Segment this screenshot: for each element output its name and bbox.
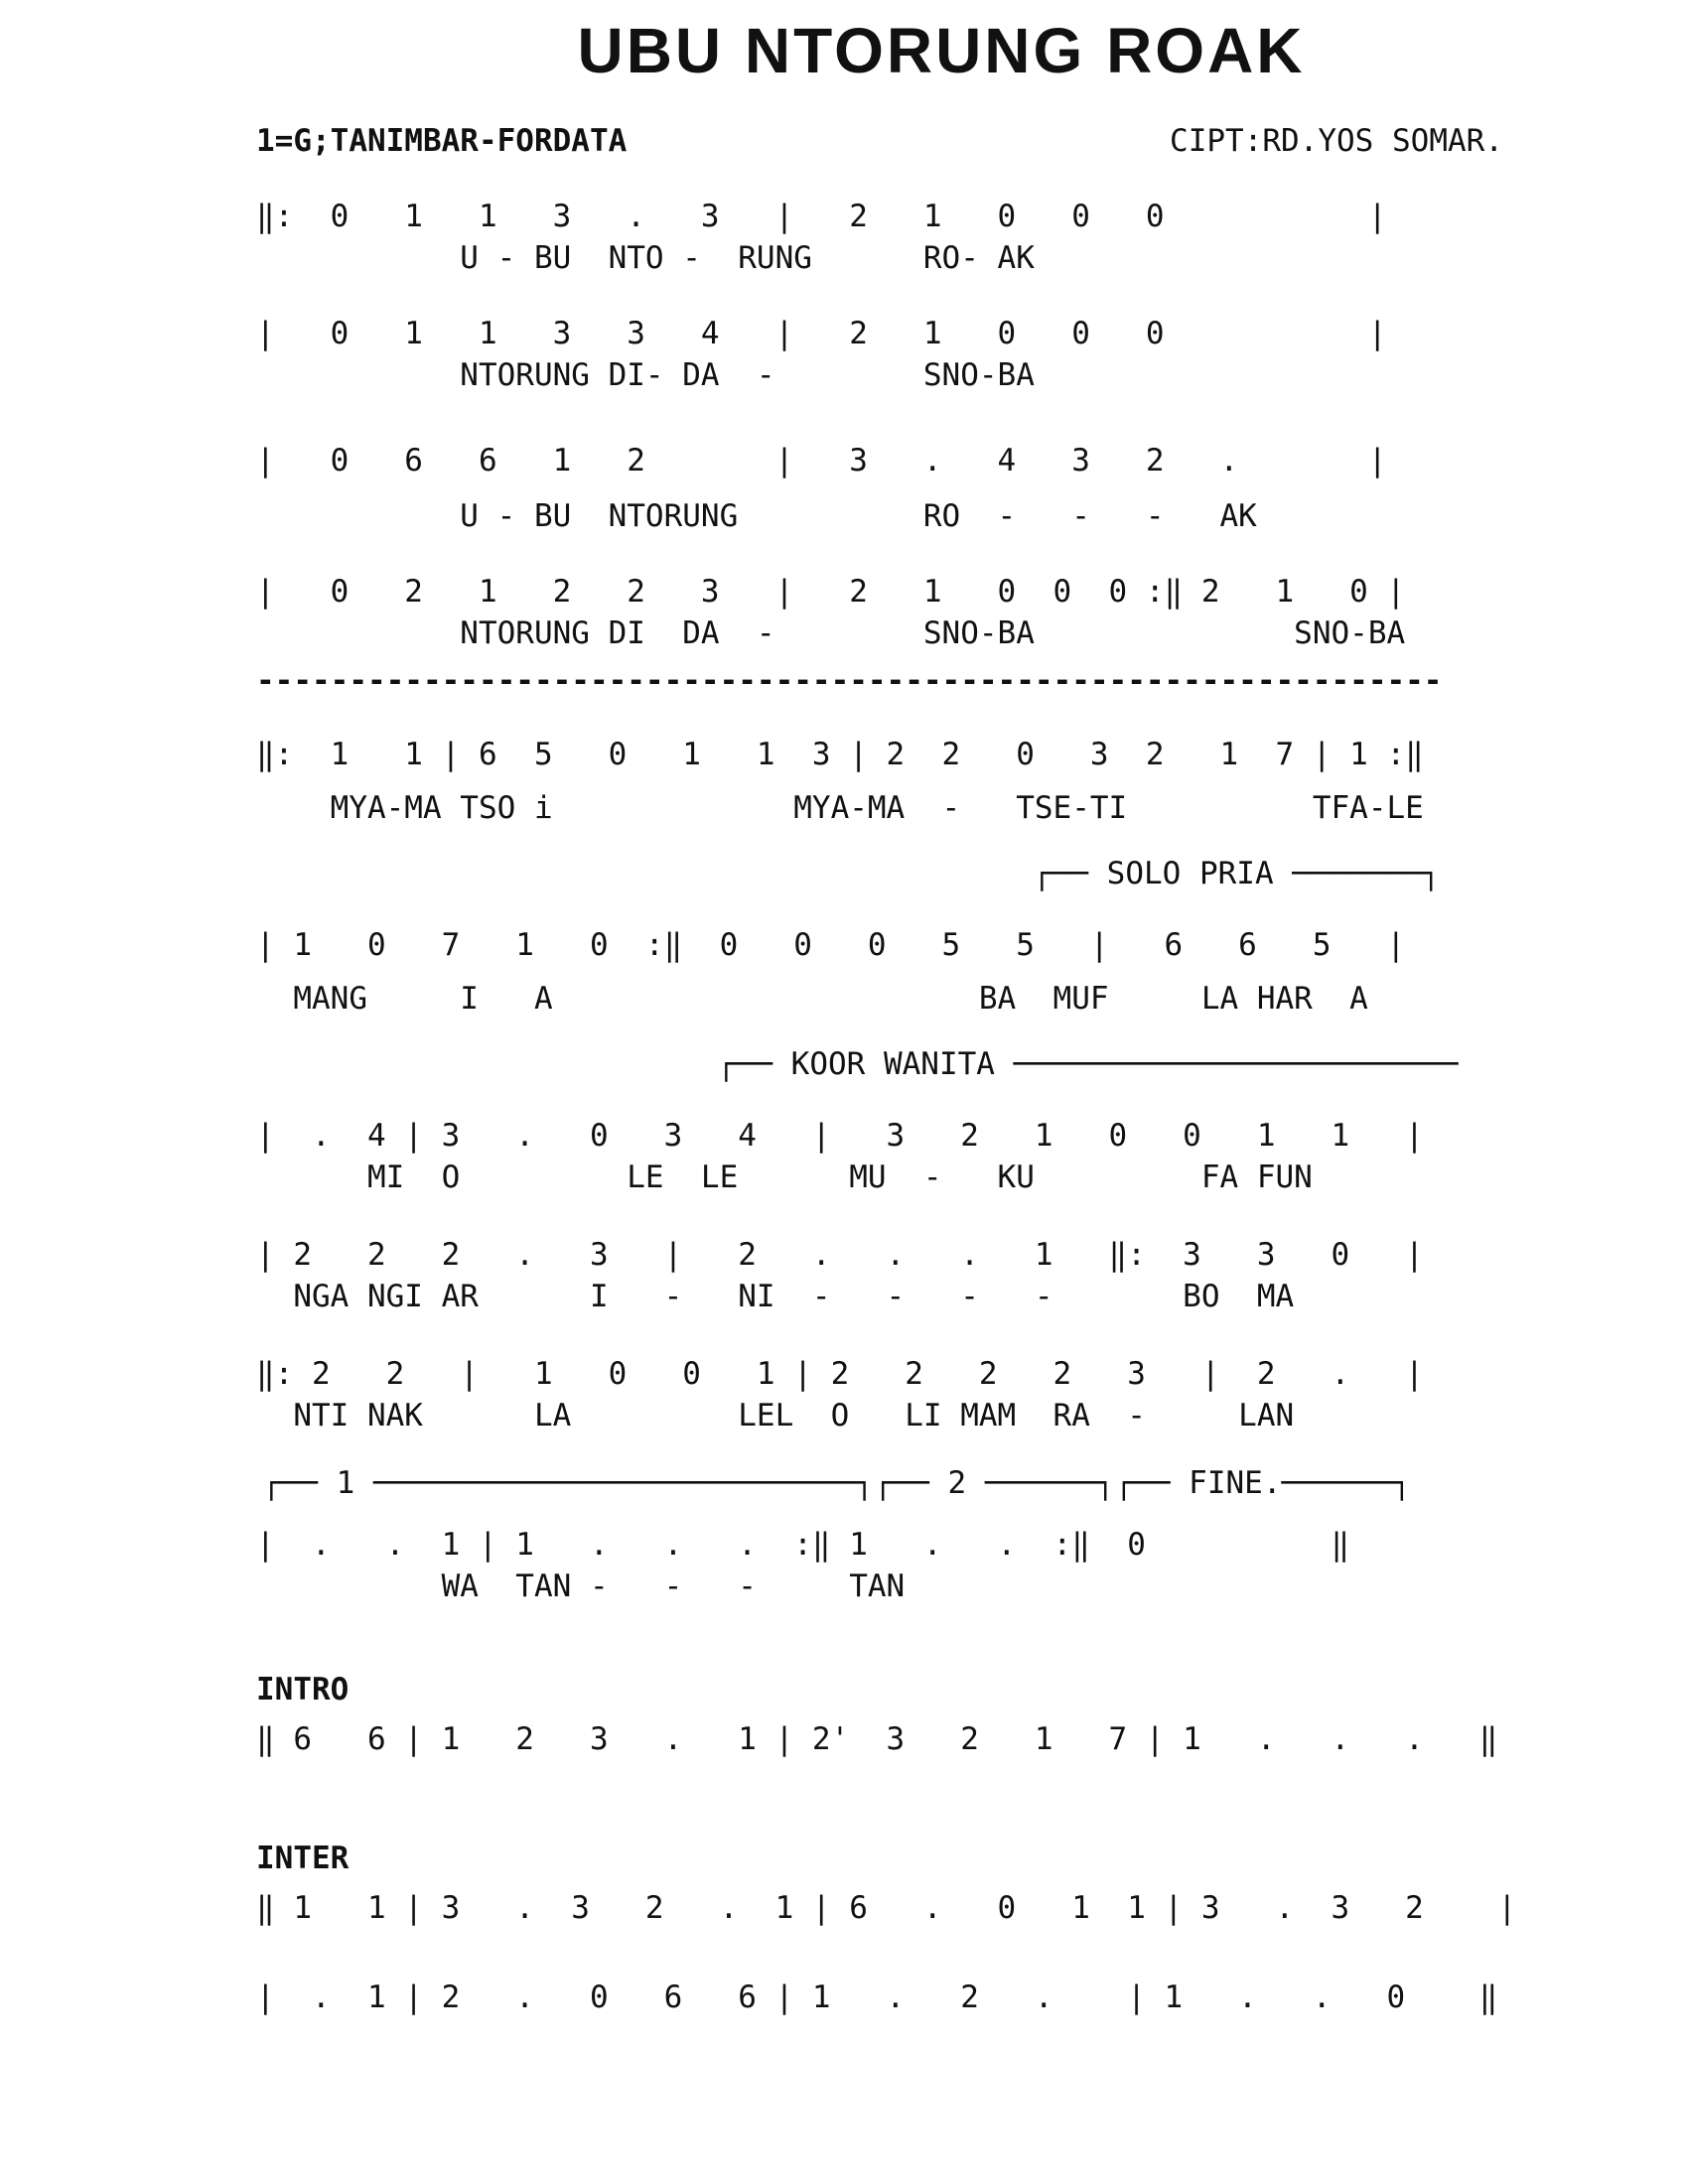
intro-heading: INTRO bbox=[256, 1672, 350, 1707]
intro-notes: ‖ 6 6 | 1 2 3 . 1 | 2' 3 2 1 7 | 1 . . . ‖ bbox=[256, 1721, 1498, 1757]
score-lyrics-10: WA TAN - - - TAN bbox=[256, 1569, 906, 1604]
solo-label: ┌── SOLO PRIA ───────┐ bbox=[1033, 856, 1441, 891]
score-lyrics-6: MANG I A BA MUF LA HAR A bbox=[256, 981, 1368, 1017]
song-title: UBU NTORUNG ROAK bbox=[577, 15, 1306, 86]
endings-label: ┌── 1 ──────────────────────────┐┌── 2 ──────┐┌── FINE.──────┐ bbox=[262, 1465, 1412, 1501]
score-notes-4: | 0 2 1 2 2 3 | 2 1 0 0 0 :‖ 2 1 0 | bbox=[256, 574, 1406, 610]
score-notes-3: | 0 6 6 1 2 | 3 . 4 3 2 . | bbox=[256, 443, 1387, 478]
score-lyrics-2: NTORUNG DI- DA - SNO-BA bbox=[256, 357, 1035, 393]
score-notes-8: | 2 2 2 . 3 | 2 . . . 1 ‖: 3 3 0 | bbox=[256, 1237, 1424, 1273]
score-notes-9: ‖: 2 2 | 1 0 0 1 | 2 2 2 2 3 | 2 . | bbox=[256, 1356, 1424, 1392]
score-lyrics-9: NTI NAK LA LEL O LI MAM RA - LAN bbox=[256, 1398, 1295, 1433]
inter-notes-2: | . 1 | 2 . 0 6 6 | 1 . 2 . | 1 . . 0 ‖ bbox=[256, 1979, 1498, 2015]
inter-heading: INTER bbox=[256, 1841, 350, 1876]
score-lyrics-8: NGA NGI AR I - NI - - - - BO MA bbox=[256, 1279, 1295, 1314]
score-lyrics-5: MYA-MA TSO i MYA-MA - TSE-TI TFA-LE bbox=[256, 790, 1424, 826]
score-notes-5: ‖: 1 1 | 6 5 0 1 1 3 | 2 2 0 3 2 1 7 | 1 :‖ bbox=[256, 737, 1424, 772]
score-lyrics-1: U - BU NTO - RUNG RO- AK bbox=[256, 240, 1035, 276]
score-notes-1: ‖: 0 1 1 3 . 3 | 2 1 0 0 0 | bbox=[256, 199, 1387, 234]
composer-credit: CIPT:RD.YOS SOMAR. bbox=[1170, 123, 1503, 159]
score-notes-7: | . 4 | 3 . 0 3 4 | 3 2 1 0 0 1 1 | bbox=[256, 1118, 1424, 1154]
score-notes-6: | 1 0 7 1 0 :‖ 0 0 0 5 5 | 6 6 5 | bbox=[256, 927, 1406, 963]
score-notes-2: | 0 1 1 3 3 4 | 2 1 0 0 0 | bbox=[256, 316, 1387, 351]
koor-label: ┌── KOOR WANITA ──────────────────────── bbox=[717, 1046, 1459, 1082]
score-lyrics-4: NTORUNG DI DA - SNO-BA SNO-BA bbox=[256, 615, 1406, 651]
section-divider: ---------------------------------------------------------------- bbox=[256, 663, 1443, 699]
score-lyrics-7: MI O LE LE MU - KU FA FUN bbox=[256, 1160, 1313, 1195]
inter-notes-1: ‖ 1 1 | 3 . 3 2 . 1 | 6 . 0 1 1 | 3 . 3 2 | bbox=[256, 1890, 1517, 1926]
key-signature: 1=G;TANIMBAR-FORDATA bbox=[256, 123, 628, 159]
score-notes-10: | . . 1 | 1 . . . :‖ 1 . . :‖ 0 ‖ bbox=[256, 1527, 1350, 1563]
score-lyrics-3: U - BU NTORUNG RO - - - AK bbox=[256, 498, 1257, 534]
